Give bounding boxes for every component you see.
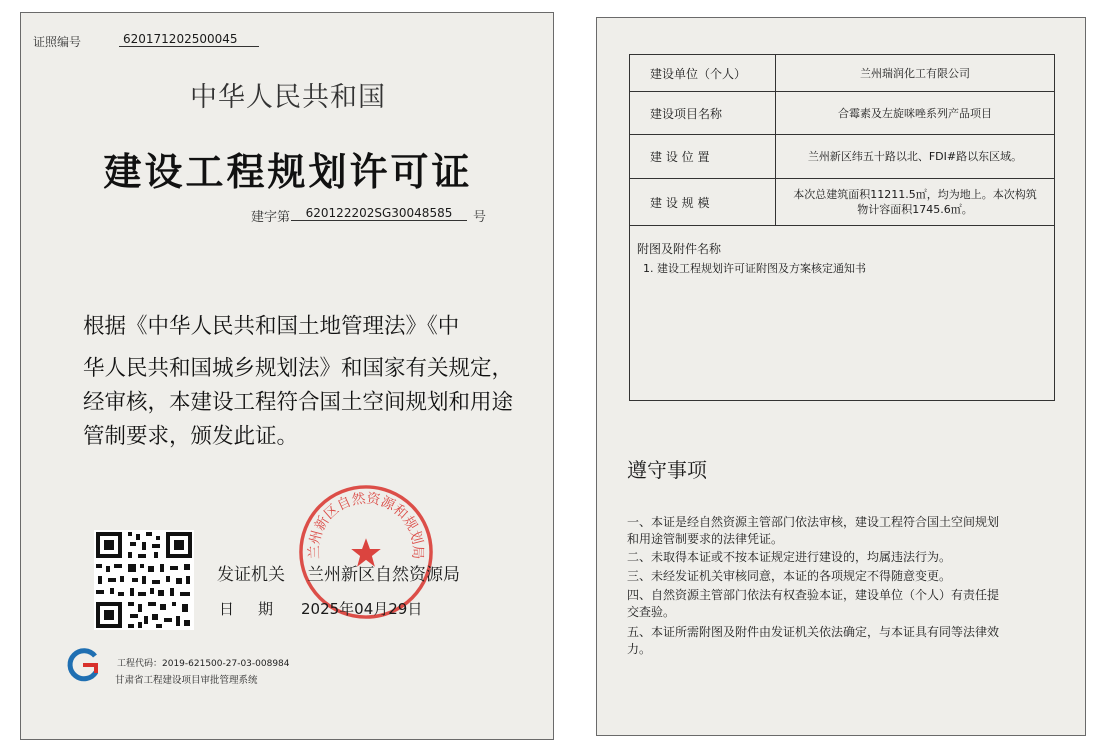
note-line: 交查验。 bbox=[627, 605, 676, 619]
table-value: 兰州瑞润化工有限公司 bbox=[860, 66, 970, 80]
approval-system-logo-icon bbox=[65, 647, 101, 683]
body-text-line-3: 经审核，本建设工程符合国土空间规划和用途 bbox=[83, 390, 514, 415]
qr-code-icon bbox=[94, 530, 194, 630]
table-label: 建 设 规 模 bbox=[630, 179, 776, 225]
note-line: 一、本证是经自然资源主管部门依法审核，建设工程符合国土空间规划 bbox=[627, 515, 1000, 529]
document-title: 建设工程规划许可证 bbox=[103, 150, 473, 194]
note-line: 五、本证所需附图及附件由发证机关依法确定，与本证具有同等法律效 bbox=[627, 625, 1000, 639]
certificate-front-page bbox=[20, 12, 554, 740]
seal-text: 兰州新区自然资源和规划局 bbox=[306, 490, 426, 560]
table-label: 建设项目名称 bbox=[630, 92, 776, 134]
table-value: 合霉素及左旋咪唑系列产品项目 bbox=[838, 106, 992, 120]
country-name: 中华人民共和国 bbox=[190, 82, 386, 113]
table-row bbox=[630, 55, 1054, 92]
table-label: 建设单位（个人） bbox=[630, 55, 776, 91]
note-line: 二、未取得本证或不按本证规定进行建设的，均属违法行为。 bbox=[627, 550, 952, 564]
table-row bbox=[630, 92, 1054, 135]
note-line: 力。 bbox=[627, 642, 652, 656]
date-value: 2025年04月29日 bbox=[301, 600, 423, 618]
system-name: 甘肃省工程建设项目审批管理系统 bbox=[115, 675, 258, 686]
table-value: 兰州新区纬五十路以北、FDI#路以东区域。 bbox=[807, 150, 1023, 163]
attachments-title: 附图及附件名称 bbox=[637, 242, 722, 256]
notes-title: 遵守事项 bbox=[627, 458, 707, 482]
build-number-suffix: 号 bbox=[473, 210, 487, 225]
project-info-table bbox=[629, 54, 1055, 401]
date-label: 日期 bbox=[219, 600, 298, 618]
note-line: 三、未经发证机关审核同意，本证的各项规定不得随意变更。 bbox=[627, 569, 952, 583]
table-label: 建 设 位 置 bbox=[630, 135, 776, 178]
attachment-item: 1. 建设工程规划许可证附图及方案核定通知书 bbox=[643, 262, 866, 275]
body-text-line-1: 根据《中华人民共和国土地管理法》《中 bbox=[83, 314, 460, 339]
issuer-label: 发证机关 bbox=[217, 565, 285, 585]
note-line: 和用途管制要求的法律凭证。 bbox=[627, 532, 784, 546]
body-text-line-2: 华人民共和国城乡规划法》和国家有关规定， bbox=[83, 356, 514, 381]
build-number-value: 620122202SG30048585 bbox=[291, 206, 467, 221]
table-row bbox=[630, 179, 1054, 226]
build-number-prefix: 建字第 bbox=[251, 210, 291, 225]
body-text-line-4: 管制要求，颁发此证。 bbox=[83, 424, 299, 449]
note-line: 四、自然资源主管部门依法有权查验本证，建设单位（个人）有责任提 bbox=[627, 588, 1000, 602]
issuer-value: 兰州新区自然资源局 bbox=[307, 565, 460, 585]
table-row bbox=[630, 135, 1054, 179]
certificate-back-page bbox=[596, 17, 1086, 736]
table-value: 本次总建筑面积11211.5㎡，均为地上。本次构筑物计容面积1745.6㎡。 bbox=[793, 188, 1037, 216]
project-code: 工程代码：2019-621500-27-03-008984 bbox=[117, 659, 290, 669]
cert-number-value: 620171202500045 bbox=[119, 32, 259, 47]
cert-number-label: 证照编号 bbox=[33, 35, 82, 49]
